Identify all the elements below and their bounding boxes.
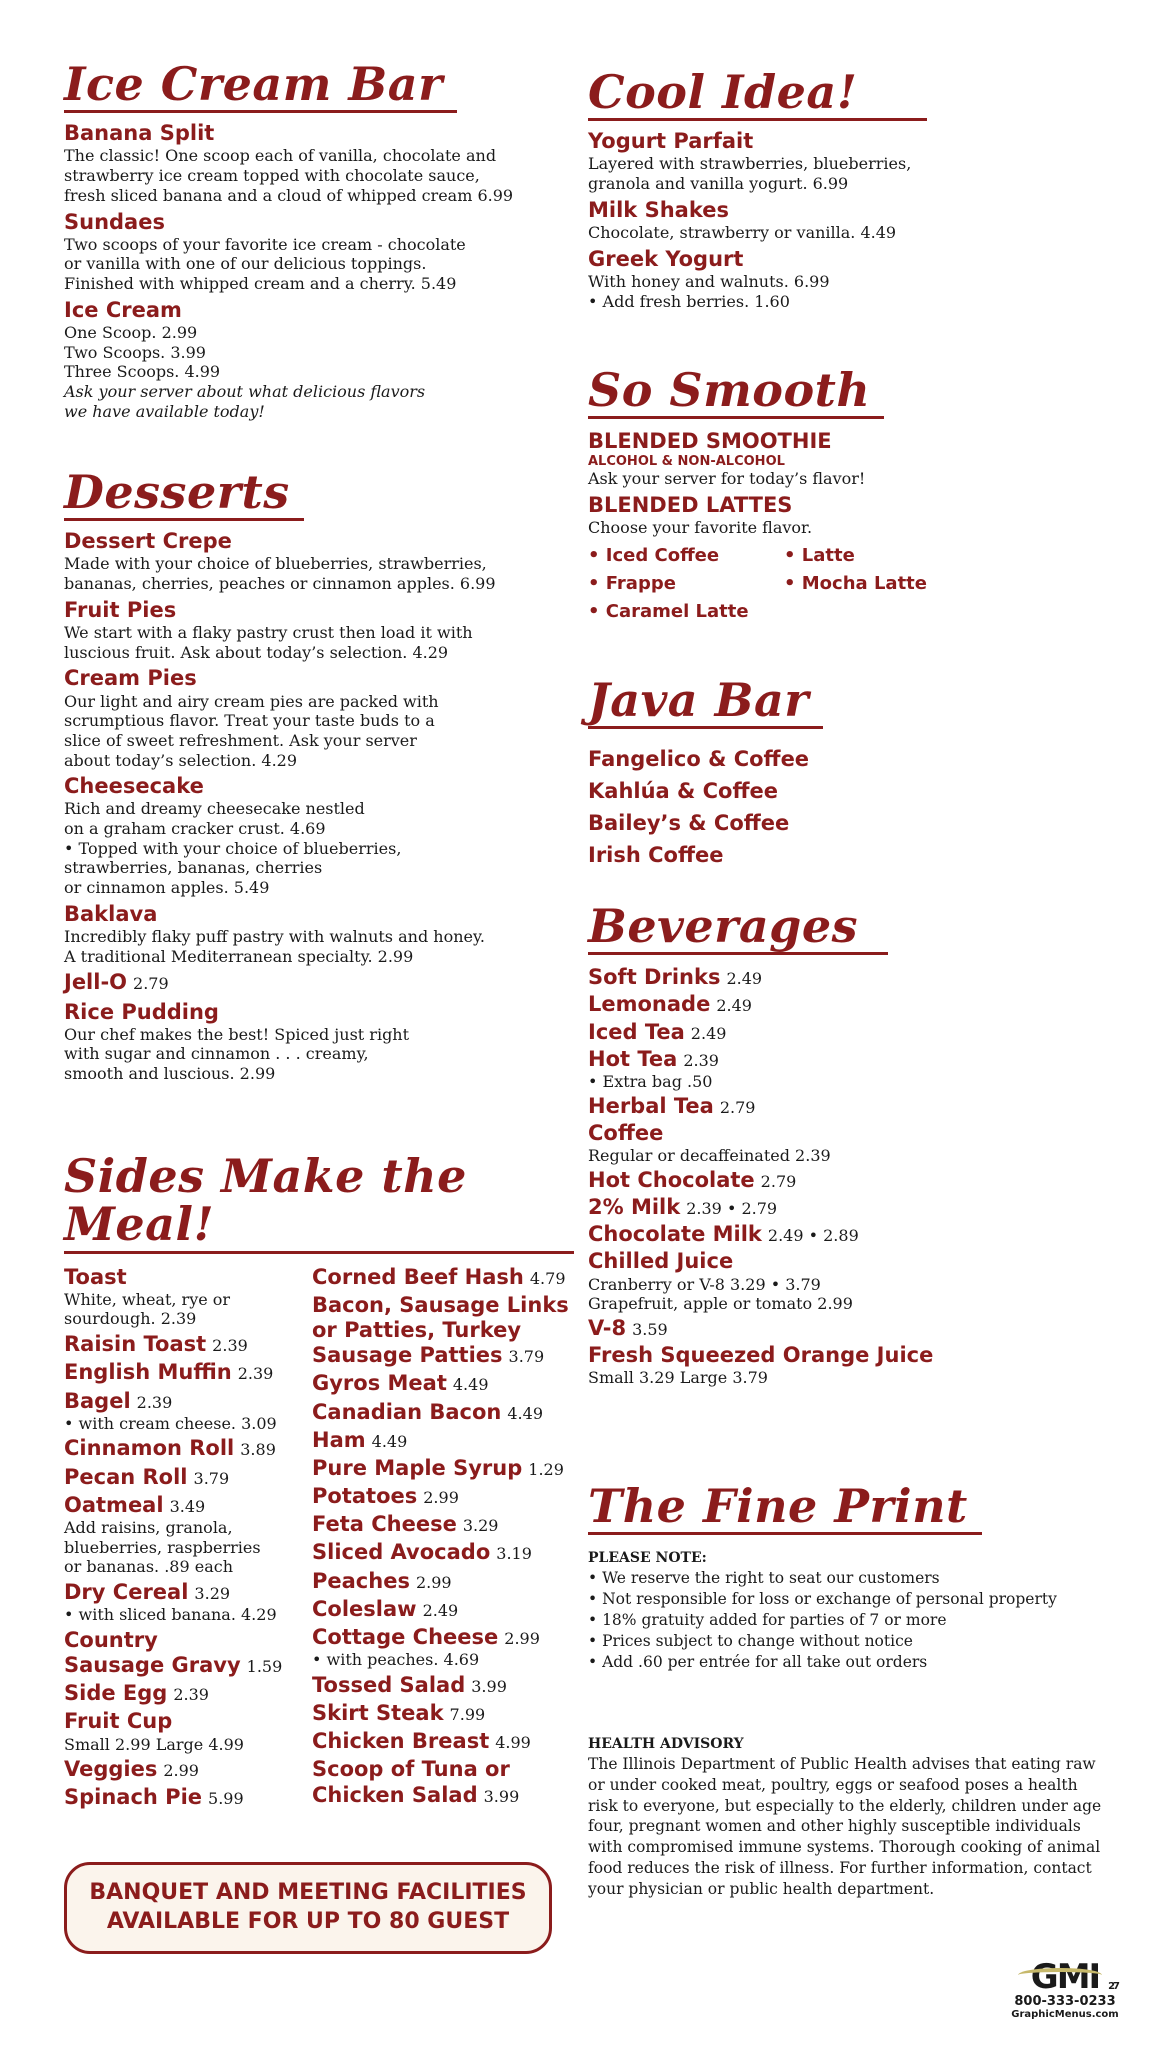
item-name: [312, 1569, 584, 1594]
item-price: 2.39: [136, 1392, 173, 1412]
item-name: [312, 1484, 584, 1509]
item-name-text: Pure Maple Syrup: [312, 1455, 523, 1480]
item-desc: • with cream cheese. 3.09: [64, 1413, 277, 1433]
item-name-text: Corned Beef Hash: [312, 1264, 524, 1289]
item-desc: Small 2.99 Large 4.99: [64, 1734, 244, 1754]
item-name-text: Gyros Meat: [312, 1371, 447, 1396]
item-desc: Two scoops of your favorite ice cream - chocolate or vanilla with one of our delicious toppings. Finished with whipped cream and a cherry. 5.49: [64, 234, 466, 294]
menu-item: [312, 1625, 584, 1670]
item-name-text: Banana Split: [64, 121, 215, 146]
item-price: 1.59: [246, 1656, 283, 1676]
logo-text: GMI: [1030, 1957, 1100, 1997]
item-price: 2.39 • 2.79: [686, 1198, 778, 1218]
item-price: 4.49: [371, 1431, 408, 1451]
menu-item: [588, 1222, 1108, 1247]
item-name: [64, 1436, 304, 1461]
smoothie-item: [588, 429, 1108, 489]
menu-item: [64, 774, 584, 898]
item-name: [312, 1456, 584, 1481]
item-name: [64, 529, 584, 554]
menu-item: [64, 298, 584, 382]
item-price: 4.49: [507, 1403, 543, 1423]
item-name: [64, 1628, 304, 1678]
item-name: [312, 1512, 584, 1537]
item-desc: Cranberry or V-8 3.29 • 3.79 Grapefruit, apple or tomato 2.99: [588, 1274, 853, 1314]
menu-item: [312, 1371, 584, 1396]
menu-item: [64, 1436, 304, 1461]
item-price: 3.19: [496, 1544, 532, 1564]
item-price: 3.49: [169, 1496, 206, 1516]
logo-mark: [1010, 1957, 1120, 1997]
sides-column-a: [64, 1262, 304, 1811]
item-desc: Made with your choice of blueberries, strawberries, bananas, cherries, peaches or cinnamon apples. 6.99: [64, 554, 496, 594]
flavor-item: • Caramel Latte: [588, 601, 749, 623]
menu-item: [312, 1265, 584, 1290]
item-name: [64, 121, 584, 146]
item-name: [64, 210, 584, 235]
item-name: [588, 198, 1108, 223]
section-title: Beverages: [588, 902, 888, 955]
item-name: [64, 1785, 304, 1810]
item-name: [64, 774, 584, 799]
item-name: [588, 1343, 1108, 1368]
item-name-text: Cream Pies: [64, 666, 197, 691]
item-name-text: Hot Tea: [588, 1046, 678, 1071]
item-price: 3.79: [193, 1468, 230, 1488]
so-smooth-section: [588, 363, 1108, 626]
item-name: [588, 1222, 1108, 1247]
item-name-text: Bacon, Sausage Links or Patties, Turkey Sausage Patties: [312, 1292, 569, 1368]
item-name: [64, 666, 584, 691]
flavor-item: • Latte: [784, 545, 855, 567]
menu-item: [64, 902, 584, 967]
section-title: Desserts: [64, 468, 304, 521]
item-name: [588, 965, 1108, 990]
item-desc: • with peaches. 4.69: [312, 1650, 480, 1670]
item-price: 2.49: [716, 996, 752, 1016]
item-name: [588, 1020, 1108, 1045]
item-name-text: Cinnamon Roll: [64, 1436, 235, 1461]
item-name: [312, 1371, 584, 1396]
item-name-text: Iced Tea: [588, 1019, 685, 1044]
menu-item: [312, 1673, 584, 1698]
item-name-text: Side Egg: [64, 1681, 168, 1706]
section-title: Cool Idea!: [588, 68, 927, 121]
ice-cream-note: Ask your server about what delicious flavors we have available today!: [64, 381, 426, 421]
item-name: [312, 1701, 584, 1726]
item-price: 2.79: [719, 1097, 756, 1117]
item-name: [312, 1729, 584, 1754]
item-name-text: Dessert Crepe: [64, 529, 232, 554]
item-name: [588, 1047, 1108, 1072]
item-name: [588, 1249, 1108, 1274]
item-desc: Small 3.29 Large 3.79: [588, 1368, 768, 1388]
publisher-logo: [1010, 1957, 1120, 2036]
item-name-text: Ham: [312, 1427, 366, 1452]
item-desc: Our chef makes the best! Spiced just right with sugar and cinnamon . . . creamy, smooth and luscious. 2.99: [64, 1024, 410, 1084]
item-name: [64, 970, 584, 995]
menu-item: [64, 970, 584, 995]
item-name-text: Bagel: [64, 1388, 131, 1413]
fine-print-list: [588, 1568, 1108, 1673]
item-name-text: Scoop of Tuna or Chicken Salad: [312, 1757, 510, 1807]
menu-item: [588, 1249, 1108, 1314]
menu-item: [312, 1597, 584, 1622]
menu-item: [588, 1343, 1108, 1388]
item-name: [64, 1360, 304, 1385]
item-desc: Our light and airy cream pies are packed with scrumptious flavor. Treat your taste buds to a slice of sweet refreshment. Ask your server about today’s selection. 4.29: [64, 691, 439, 770]
menu-item: [588, 1020, 1108, 1045]
desserts-section: [64, 465, 584, 1084]
menu-item: [312, 1569, 584, 1594]
item-desc: Add raisins, granola, blueberries, raspberries or bananas. .89 each: [64, 1517, 261, 1577]
menu-item: [588, 965, 1108, 990]
banquet-banner: [64, 1862, 552, 1954]
item-desc: The classic! One scoop each of vanilla, chocolate and strawberry ice cream topped with chocolate sauce, fresh sliced banana and a cloud of whipped cream 6.99: [64, 146, 514, 205]
item-name-text: English Muffin: [64, 1360, 232, 1385]
item-desc: We start with a flaky pastry crust then load it with luscious fruit. Ask about today’s selection. 4.29: [64, 623, 473, 662]
item-desc: With honey and walnuts. 6.99 • Add fresh berries. 1.60: [588, 271, 830, 311]
item-name-text: Herbal Tea: [588, 1093, 714, 1118]
item-name-text: V-8: [588, 1315, 627, 1340]
item-price: 2.49: [726, 969, 763, 989]
menu-item: [64, 666, 584, 770]
item-name-text: Coffee: [588, 1120, 664, 1145]
item-name-text: Feta Cheese: [312, 1512, 457, 1537]
list-item: • Add .60 per entrée for all take out orders: [588, 1652, 928, 1671]
item-name: [64, 1580, 304, 1605]
beverages-section: [588, 899, 1108, 1388]
item-price: 3.59: [632, 1319, 668, 1339]
banquet-line-1: BANQUET AND MEETING FACILITIES: [89, 1880, 527, 1906]
menu-item: [312, 1400, 584, 1425]
section-title: Sides Make the Meal!: [64, 1152, 574, 1254]
item-price: 3.79: [508, 1347, 545, 1367]
item-name: [312, 1400, 584, 1425]
item-name: BLENDED LATTES: [588, 493, 793, 518]
menu-item: [588, 129, 1108, 194]
item-name: BLENDED SMOOTHIE: [588, 429, 832, 454]
item-name-text: Oatmeal: [64, 1492, 164, 1517]
item-name-text: Milk Shakes: [588, 197, 729, 222]
item-price: 2.39: [212, 1336, 248, 1356]
item-desc: Incredibly flaky puff pastry with walnuts and honey. A traditional Mediterranean specialty. 2.99: [64, 926, 485, 966]
menu-item: [64, 1493, 304, 1577]
menu-item: [312, 1428, 584, 1453]
logo-phone: 800-333-0233: [1014, 1994, 1116, 2009]
item-name: [588, 247, 1108, 272]
list-item: • 18% gratuity added for parties of 7 or more: [588, 1611, 947, 1630]
java-item: Kahlúa & Coffee: [588, 779, 778, 804]
section-title: Java Bar: [588, 676, 823, 729]
flavor-item: • Frappe: [588, 573, 676, 595]
fine-print-section: [588, 1479, 1108, 1900]
ice-cream-bar-section: [64, 57, 584, 421]
menu-item: [64, 1628, 304, 1678]
item-name-text: Jell-O: [64, 970, 128, 995]
item-name-text: Greek Yogurt: [588, 246, 744, 271]
cool-idea-section: [588, 65, 1108, 311]
menu-item: [588, 1168, 1108, 1193]
item-name-text: Baklava: [64, 901, 158, 926]
item-name: [64, 298, 584, 323]
item-name-text: Ice Cream: [64, 297, 182, 322]
item-name: [64, 1389, 304, 1414]
item-price: 2.79: [760, 1171, 797, 1191]
java-item: Irish Coffee: [588, 843, 724, 868]
item-name: [312, 1265, 584, 1290]
item-name-text: Raisin Toast: [64, 1332, 207, 1357]
item-price: 3.99: [471, 1676, 507, 1696]
item-price: 2.49: [690, 1023, 727, 1043]
item-name-text: Skirt Steak: [312, 1701, 444, 1726]
item-name-text: Soft Drinks: [588, 965, 721, 990]
java-item: Bailey’s & Coffee: [588, 811, 790, 836]
item-price: 1.29: [528, 1459, 564, 1479]
menu-item: [312, 1484, 584, 1509]
section-title: The Fine Print: [588, 1482, 982, 1535]
menu-item: [312, 1512, 584, 1537]
flavor-item: • Mocha Latte: [784, 573, 927, 595]
item-name: [312, 1625, 584, 1650]
item-name-text: Sundaes: [64, 209, 165, 234]
item-price: 2.39: [683, 1050, 719, 1070]
item-price: 3.29: [194, 1583, 231, 1603]
swoosh-icon: [1018, 1968, 1102, 1982]
item-name: [588, 1316, 1108, 1341]
item-price: 3.89: [240, 1440, 276, 1460]
item-name: [588, 992, 1108, 1017]
list-item: • Prices subject to change without notice: [588, 1631, 913, 1650]
item-price: 4.99: [495, 1733, 531, 1753]
item-name-text: Lemonade: [588, 992, 711, 1017]
item-name-text: Coleslaw: [312, 1596, 417, 1621]
item-name-text: Fresh Squeezed Orange Juice: [588, 1343, 934, 1368]
menu-item: [64, 1681, 304, 1706]
item-name: [312, 1540, 584, 1565]
lattes-item: [588, 493, 1108, 538]
section-title: So Smooth: [588, 366, 884, 419]
item-desc: Ask your server for today’s flavor!: [588, 469, 866, 489]
item-desc: Layered with strawberries, blueberries, granola and vanilla yogurt. 6.99: [588, 154, 912, 194]
item-price: 3.99: [483, 1786, 520, 1806]
fine-print-body: [588, 1549, 1108, 1900]
beverage-items: [588, 965, 1108, 1388]
section-title: Ice Cream Bar: [64, 60, 457, 113]
health-advisory-heading: HEALTH ADVISORY: [588, 1735, 744, 1752]
item-name: [64, 1000, 584, 1025]
item-name: [64, 1681, 304, 1706]
menu-item: [588, 1047, 1108, 1092]
item-name-text: Toast: [64, 1264, 127, 1289]
item-name: [64, 1757, 304, 1782]
logo-number: 27: [1108, 1981, 1118, 1992]
menu-item: [64, 1360, 304, 1385]
java-items: [588, 743, 1108, 871]
item-name: [64, 1332, 304, 1357]
java-bar-section: [588, 673, 1108, 871]
list-item: • We reserve the right to seat our customers: [588, 1569, 940, 1588]
menu-item: [64, 1265, 304, 1330]
item-name-text: Chocolate Milk: [588, 1222, 762, 1247]
item-name: [312, 1757, 584, 1807]
item-name-text: Sliced Avocado: [312, 1540, 491, 1565]
item-name: [312, 1597, 584, 1622]
item-name: [588, 1094, 1108, 1119]
item-name-text: Veggies: [64, 1757, 158, 1782]
item-name: [588, 1195, 1108, 1220]
item-name-text: 2% Milk: [588, 1194, 681, 1219]
menu-item: [312, 1540, 584, 1565]
please-note-heading: PLEASE NOTE:: [588, 1550, 707, 1567]
item-name-text: Canadian Bacon: [312, 1399, 502, 1424]
item-price: 7.99: [449, 1705, 486, 1725]
java-item: Fangelico & Coffee: [588, 747, 810, 772]
list-item: • Not responsible for loss or exchange of personal property: [588, 1590, 1057, 1609]
item-name-text: Potatoes: [312, 1484, 418, 1509]
menu-item: [588, 198, 1108, 243]
item-name-text: Tossed Salad: [312, 1672, 466, 1697]
item-desc: White, wheat, rye or sourdough. 2.39: [64, 1289, 231, 1329]
menu-item: [64, 529, 584, 594]
item-name-text: Chicken Breast: [312, 1729, 490, 1754]
item-name: [312, 1673, 584, 1698]
menu-item: [588, 1195, 1108, 1220]
item-name: [64, 598, 584, 623]
item-desc: Rich and dreamy cheesecake nestled on a graham cracker crust. 4.69 • Topped with your choice of blueberries, strawberries, bananas, cherries or cinnamon apples. 5.49: [64, 799, 402, 898]
ice-cream-items: [64, 121, 584, 382]
menu-item: [64, 210, 584, 294]
item-price: 3.29: [462, 1516, 499, 1536]
item-name: [64, 1709, 304, 1734]
item-name-text: Yogurt Parfait: [588, 129, 754, 154]
menu-item: [312, 1757, 584, 1807]
item-desc: • with sliced banana. 4.29: [64, 1605, 277, 1625]
item-price: 4.79: [529, 1268, 566, 1288]
menu-item: [64, 1465, 304, 1490]
menu-item: [588, 1121, 1108, 1166]
item-desc: Choose your favorite flavor.: [588, 518, 813, 538]
item-desc: • Extra bag .50: [588, 1072, 713, 1092]
menu-item: [588, 992, 1108, 1017]
menu-item: [312, 1729, 584, 1754]
item-name-text: Peaches: [312, 1568, 410, 1593]
item-price: 2.49: [422, 1600, 459, 1620]
item-name: [588, 1121, 1108, 1146]
item-desc: Chocolate, strawberry or vanilla. 4.49: [588, 223, 897, 243]
menu-item: [312, 1701, 584, 1726]
item-name-text: Dry Cereal: [64, 1579, 189, 1604]
item-name-text: Pecan Roll: [64, 1464, 188, 1489]
item-name-text: Cheesecake: [64, 774, 204, 799]
menu-item: [588, 1316, 1108, 1341]
menu-item: [64, 1389, 304, 1434]
item-price: 2.39: [237, 1364, 274, 1384]
item-price: 2.99: [163, 1761, 199, 1781]
item-name: [312, 1428, 584, 1453]
item-name-text: Spinach Pie: [64, 1785, 203, 1810]
item-price: 2.99: [423, 1488, 459, 1508]
sides-section: [64, 1149, 584, 1810]
item-price: 4.49: [452, 1375, 489, 1395]
menu-item: [64, 1757, 304, 1782]
menu-item: [64, 1709, 304, 1754]
item-name: [588, 129, 1108, 154]
banquet-line-2: AVAILABLE FOR UP TO 80 GUEST: [106, 1909, 510, 1934]
item-name-text: Rice Pudding: [64, 999, 219, 1024]
dessert-items: [64, 529, 584, 1083]
menu-item: [588, 247, 1108, 312]
item-name: [64, 902, 584, 927]
item-name: [588, 1168, 1108, 1193]
item-name: [64, 1493, 304, 1518]
item-price: 2.99: [504, 1629, 540, 1649]
item-name: [64, 1265, 304, 1290]
cool-idea-items: [588, 129, 1108, 311]
latte-flavors: [588, 542, 1108, 626]
item-name-text: Chilled Juice: [588, 1249, 734, 1274]
menu-item: [64, 1332, 304, 1357]
logo-website: GraphicMenus.com: [1011, 2009, 1119, 2020]
sides-column-b: [312, 1262, 584, 1808]
item-name-text: Cottage Cheese: [312, 1625, 499, 1650]
menu-item: [64, 1785, 304, 1810]
menu-item: [312, 1456, 584, 1481]
item-desc: Regular or decaffeinated 2.39: [588, 1146, 831, 1166]
menu-item: [64, 1580, 304, 1625]
menu-item: [64, 121, 584, 205]
item-name-text: Country Sausage Gravy: [64, 1627, 241, 1677]
item-price: 2.39: [173, 1685, 209, 1705]
item-price: 2.79: [133, 974, 169, 994]
item-price: 5.99: [208, 1789, 244, 1809]
menu-item: [64, 598, 584, 663]
item-name: [64, 1465, 304, 1490]
item-subtitle: ALCOHOL & NON-ALCOHOL: [588, 454, 785, 470]
health-advisory-text: The Illinois Department of Public Health advises that eating raw or under cooked meat, poultry, eggs or seafood poses a health risk to everyone, but especially to the elderly, children under age four, pregnant women and other highly susceptible individuals with compromised immune systems. Thorough cooking of animal food reduces the risk of illness. For further information, contact your physician or public health department.: [588, 1754, 1102, 1899]
item-name: [312, 1293, 584, 1369]
item-price: 2.99: [415, 1572, 452, 1592]
item-price: 2.49 • 2.89: [767, 1226, 859, 1246]
item-name-text: Hot Chocolate: [588, 1167, 755, 1192]
flavor-item: • Iced Coffee: [588, 545, 720, 567]
menu-item: [588, 1094, 1108, 1119]
item-name-text: Fruit Pies: [64, 597, 177, 622]
menu-item: [64, 1000, 584, 1084]
item-desc: One Scoop. 2.99 Two Scoops. 3.99 Three Scoops. 4.99: [64, 322, 221, 382]
item-name-text: Fruit Cup: [64, 1709, 173, 1734]
menu-item: [312, 1293, 584, 1369]
